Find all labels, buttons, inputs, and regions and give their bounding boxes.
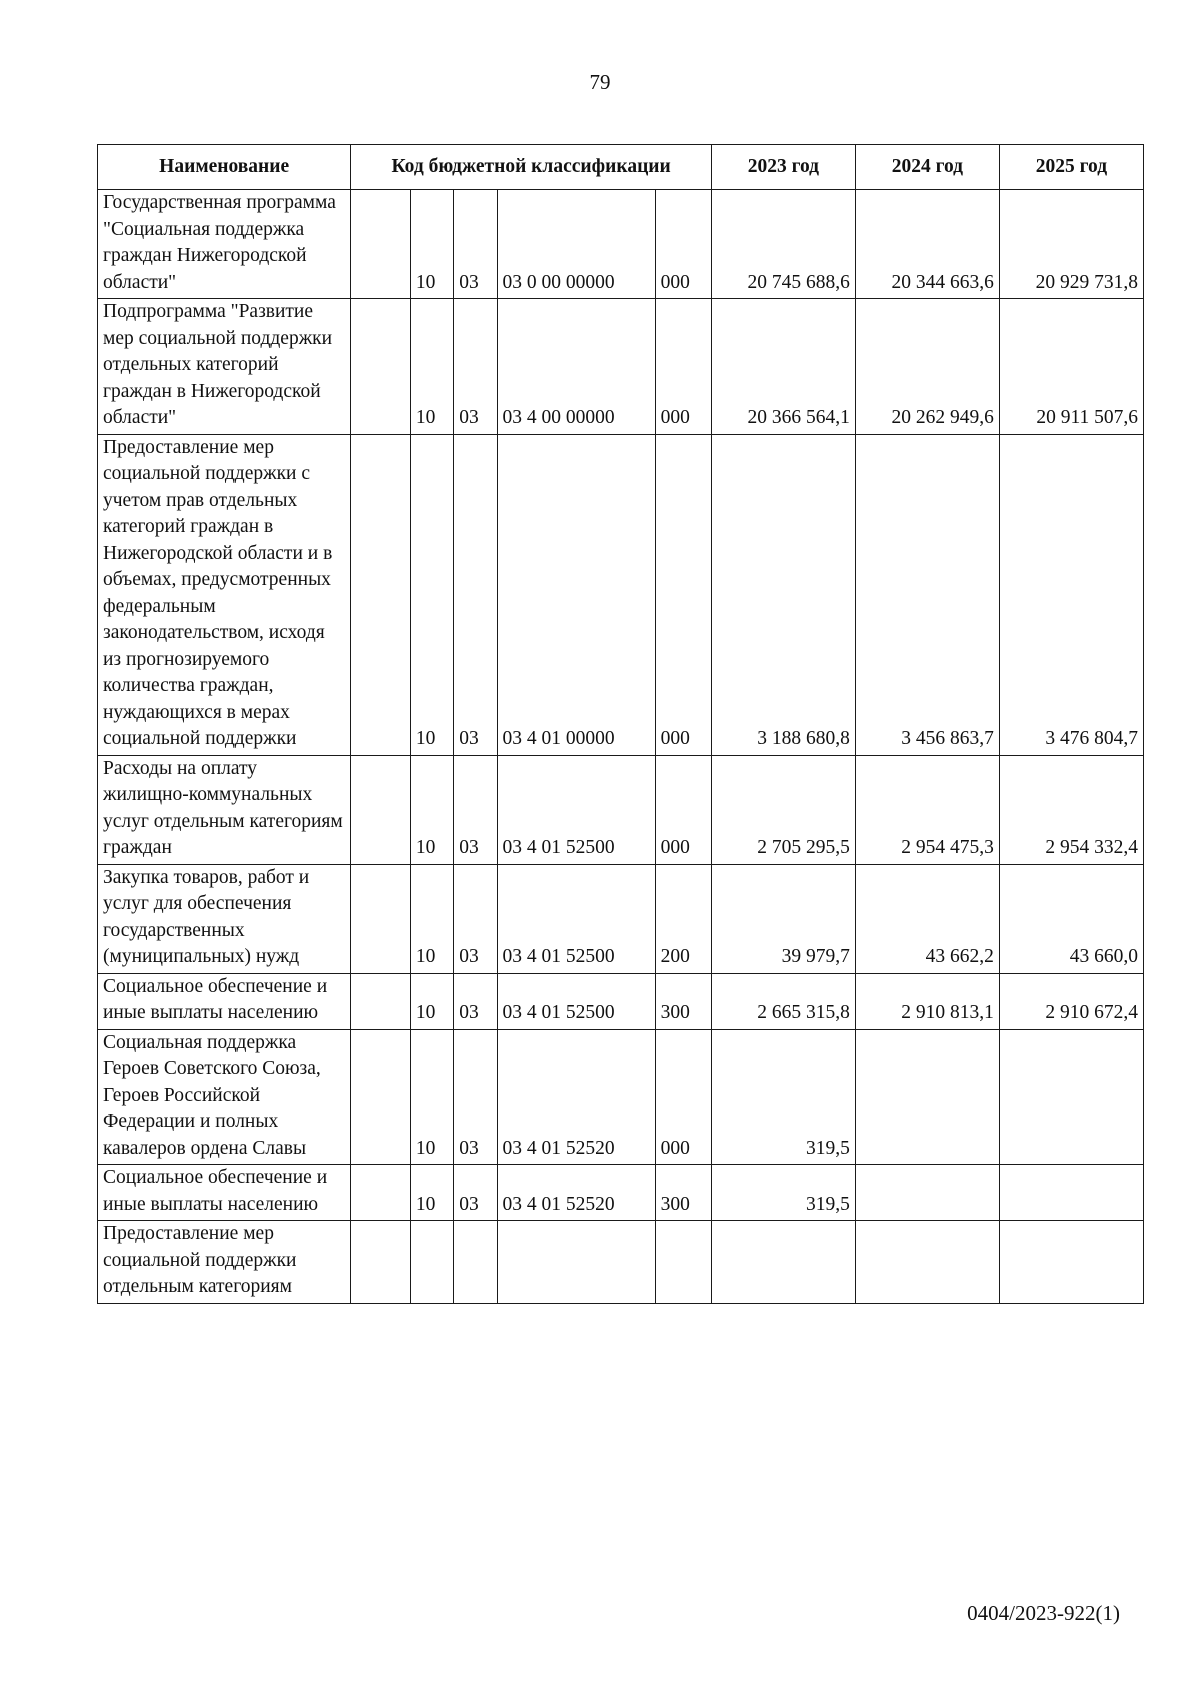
value-2023: 20 745 688,6 [711, 190, 855, 299]
row-name: Предоставление мер социальной поддержки отдельным категориям [98, 1221, 351, 1304]
value-2025: 43 660,0 [999, 864, 1143, 973]
table-row [98, 864, 1144, 973]
code-target-article: 03 4 01 52500 [497, 755, 655, 864]
header-2023: 2023 год [711, 145, 855, 190]
code-blank [351, 973, 411, 1029]
row-name: Социальное обеспечение и иные выплаты населению [98, 973, 351, 1029]
header-name: Наименование [98, 145, 351, 190]
value-2023: 2 665 315,8 [711, 973, 855, 1029]
table-row [98, 190, 1144, 299]
code-target-article: 03 4 01 52500 [497, 973, 655, 1029]
code-section: 10 [410, 299, 453, 435]
value-2024: 43 662,2 [855, 864, 999, 973]
code-section [410, 1221, 453, 1304]
header-code: Код бюджетной классификации [351, 145, 712, 190]
value-2025: 20 911 507,6 [999, 299, 1143, 435]
value-2024 [855, 1221, 999, 1304]
value-2024: 3 456 863,7 [855, 434, 999, 755]
row-name: Подпрограмма "Развитие мер социальной поддержки отдельных категорий граждан в Нижегородской области" [98, 299, 351, 435]
code-expense-type: 300 [655, 973, 711, 1029]
code-blank [351, 1221, 411, 1304]
code-blank [351, 299, 411, 435]
code-target-article: 03 4 01 00000 [497, 434, 655, 755]
value-2023: 319,5 [711, 1165, 855, 1221]
code-expense-type [655, 1221, 711, 1304]
value-2025: 3 476 804,7 [999, 434, 1143, 755]
code-subsection: 03 [454, 434, 497, 755]
value-2025 [999, 1221, 1143, 1304]
row-name: Закупка товаров, работ и услуг для обеспечения государственных (муниципальных) нужд [98, 864, 351, 973]
value-2023: 3 188 680,8 [711, 434, 855, 755]
value-2025 [999, 1165, 1143, 1221]
value-2023: 20 366 564,1 [711, 299, 855, 435]
code-expense-type: 000 [655, 1029, 711, 1165]
code-blank [351, 1165, 411, 1221]
code-section: 10 [410, 1165, 453, 1221]
code-subsection: 03 [454, 864, 497, 973]
code-expense-type: 000 [655, 190, 711, 299]
value-2023 [711, 1221, 855, 1304]
row-name: Предоставление мер социальной поддержки с учетом прав отдельных категорий граждан в Нижегородской области и в объемах, предусмотренных федеральным законодательством, исходя из прогнозируемого количества граждан, нуждающихся в мерах социальной поддержки [98, 434, 351, 755]
code-target-article: 03 4 01 52500 [497, 864, 655, 973]
value-2024 [855, 1029, 999, 1165]
code-subsection: 03 [454, 755, 497, 864]
table-row [98, 973, 1144, 1029]
budget-table [97, 144, 1144, 1304]
table-row [98, 1221, 1144, 1304]
code-subsection: 03 [454, 299, 497, 435]
document-code: 0404/2023-922(1) [967, 1601, 1120, 1625]
value-2025: 20 929 731,8 [999, 190, 1143, 299]
code-blank [351, 864, 411, 973]
value-2025: 2 910 672,4 [999, 973, 1143, 1029]
value-2025 [999, 1029, 1143, 1165]
code-subsection: 03 [454, 973, 497, 1029]
code-blank [351, 190, 411, 299]
code-subsection [454, 1221, 497, 1304]
code-section: 10 [410, 864, 453, 973]
code-section: 10 [410, 1029, 453, 1165]
code-target-article: 03 0 00 00000 [497, 190, 655, 299]
code-blank [351, 434, 411, 755]
page-number: 79 [589, 70, 611, 94]
code-expense-type: 300 [655, 1165, 711, 1221]
value-2023: 39 979,7 [711, 864, 855, 973]
value-2025: 2 954 332,4 [999, 755, 1143, 864]
code-target-article: 03 4 01 52520 [497, 1029, 655, 1165]
code-expense-type: 000 [655, 755, 711, 864]
value-2024: 2 910 813,1 [855, 973, 999, 1029]
table-row [98, 434, 1144, 755]
row-name: Расходы на оплату жилищно-коммунальных услуг отдельным категориям граждан [98, 755, 351, 864]
code-blank [351, 755, 411, 864]
code-expense-type: 000 [655, 299, 711, 435]
code-target-article: 03 4 01 52520 [497, 1165, 655, 1221]
value-2023: 319,5 [711, 1029, 855, 1165]
table-row [98, 1165, 1144, 1221]
value-2023: 2 705 295,5 [711, 755, 855, 864]
header-2025: 2025 год [999, 145, 1143, 190]
table-row [98, 299, 1144, 435]
value-2024 [855, 1165, 999, 1221]
code-section: 10 [410, 973, 453, 1029]
table-row [98, 755, 1144, 864]
code-subsection: 03 [454, 1029, 497, 1165]
code-target-article: 03 4 00 00000 [497, 299, 655, 435]
code-expense-type: 000 [655, 434, 711, 755]
header-2024: 2024 год [855, 145, 999, 190]
code-target-article [497, 1221, 655, 1304]
table-header-row [98, 145, 1144, 190]
row-name: Социальная поддержка Героев Советского Союза, Героев Российской Федерации и полных кавалеров ордена Славы [98, 1029, 351, 1165]
code-subsection: 03 [454, 1165, 497, 1221]
code-blank [351, 1029, 411, 1165]
value-2024: 2 954 475,3 [855, 755, 999, 864]
code-section: 10 [410, 755, 453, 864]
row-name: Государственная программа "Социальная поддержка граждан Нижегородской области" [98, 190, 351, 299]
row-name: Социальное обеспечение и иные выплаты населению [98, 1165, 351, 1221]
code-section: 10 [410, 434, 453, 755]
table-row [98, 1029, 1144, 1165]
code-expense-type: 200 [655, 864, 711, 973]
value-2024: 20 262 949,6 [855, 299, 999, 435]
code-section: 10 [410, 190, 453, 299]
code-subsection: 03 [454, 190, 497, 299]
value-2024: 20 344 663,6 [855, 190, 999, 299]
